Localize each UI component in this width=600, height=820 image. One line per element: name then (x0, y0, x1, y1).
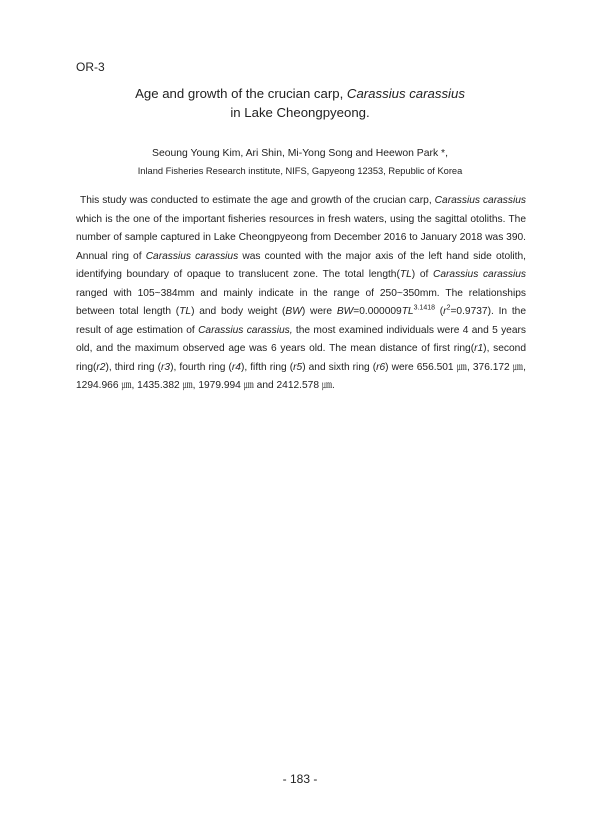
title-line-1 (60, 84, 540, 103)
title-line-2: in Lake Cheongpyeong. (230, 105, 370, 120)
title-species: Carassius carassius (346, 86, 465, 101)
affiliation: Inland Fisheries Research institute, NIFS, Gapyeong 12353, Republic of Korea (137, 166, 463, 176)
author-list: Seoung Young Kim, Ari Shin, Mi-Yong Song and Heewon Park *, (152, 148, 448, 159)
session-code: OR-3 (76, 60, 105, 74)
page-number: - 183 - (282, 772, 318, 786)
title-text: Age and growth of the crucian carp, (135, 86, 347, 101)
abstract-body: This study was conducted to estimate the age and growth of the crucian carp, Carassius carassius which is the one of the important fisheries resources in fresh waters, using the sagittal otoliths. The number of sample captured in Lake Cheongpyeong from December 2016 to January 2018 was 390. Annual ring of Carassius carassius was counted with the major axis of the left hand side otolith, identifying boundary of opaque to translucent zone. The total length(TL) of Carassius carassius ranged with 105~384mm and mainly indicate in the range of 250~350mm. The relationships between total length (TL) and body weight (BW) were $BW=0.000009TL^{3.1418}$ $(r^2=0.9737)$. In the result of age estimation of Carassius carassius, the most examined individuals were 4 and 5 years old, and the maximum observed age was 6 years old. The mean distance of first ring(r1), second ring(r2), third ring (r3), fourth ring (r4), fifth ring (r5) and sixth ring (r6) were 656.501 ㎛, 376.172 ㎛, 1294.966 ㎛, 1435.382 ㎛, 1979.994 ㎛ and 2412.578 ㎛. (76, 195, 527, 391)
